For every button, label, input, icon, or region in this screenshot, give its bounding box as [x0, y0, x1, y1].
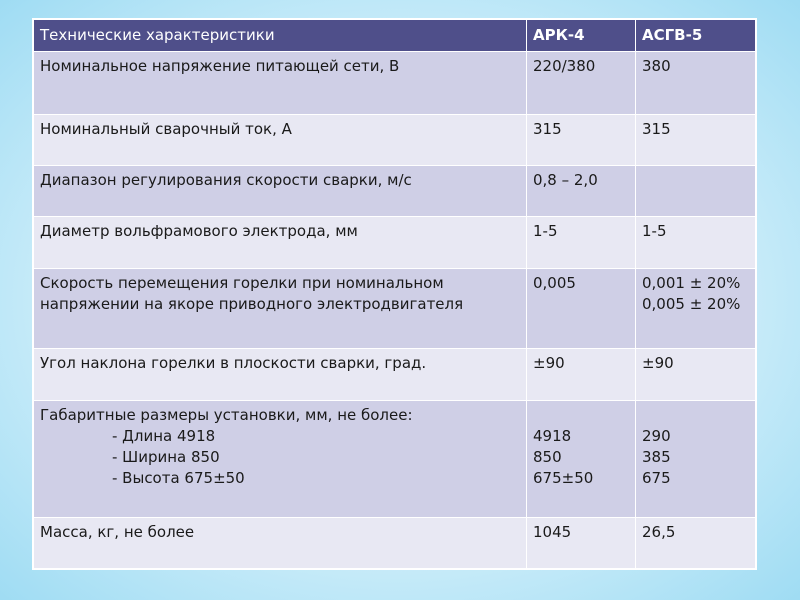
ark4-cell: 1045 — [527, 518, 636, 569]
dimensions-title: Габаритные размеры установки, мм, не более: — [40, 406, 413, 424]
table-row — [34, 401, 756, 518]
param-cell: Диаметр вольфрамового электрода, мм — [34, 217, 527, 269]
param-cell: Масса, кг, не более — [34, 518, 527, 569]
table-row — [34, 115, 756, 166]
param-cell: Угол наклона горелки в плоскости сварки, град. — [34, 349, 527, 401]
asgv5-line: 675 — [642, 469, 671, 487]
param-cell: Номинальный сварочный ток, А — [34, 115, 527, 166]
table-row — [34, 349, 756, 401]
sub-item-length: - Длина 4918 — [112, 427, 216, 445]
asgv5-line: 385 — [642, 448, 671, 466]
ark4-line: 675±50 — [533, 469, 594, 487]
header-asgv5: АСГВ-5 — [636, 20, 756, 52]
asgv5-line: 0,005 ± 20% — [642, 295, 741, 313]
asgv5-cell: 315 — [636, 115, 756, 166]
asgv5-cell: 380 — [636, 52, 756, 115]
ark4-line: 850 — [533, 448, 562, 466]
table-header-row — [34, 20, 756, 52]
ark4-line: 4918 — [533, 427, 572, 445]
asgv5-cell — [636, 269, 756, 349]
table-row — [34, 166, 756, 217]
asgv5-cell: 26,5 — [636, 518, 756, 569]
sub-item-height: - Высота 675±50 — [112, 469, 245, 487]
asgv5-line: 290 — [642, 427, 671, 445]
ark4-cell: 315 — [527, 115, 636, 166]
header-characteristics: Технические характеристики — [34, 20, 527, 52]
ark4-cell: 220/380 — [527, 52, 636, 115]
sub-item-width: - Ширина 850 — [112, 448, 220, 466]
header-ark4: АРК-4 — [527, 20, 636, 52]
param-cell: Диапазон регулирования скорости сварки, м/с — [34, 166, 527, 217]
table-row — [34, 518, 756, 569]
asgv5-cell — [636, 166, 756, 217]
param-cell: Скорость перемещения горелки при номинальном напряжении на якоре приводного электродвигателя — [34, 269, 527, 349]
table-row — [34, 217, 756, 269]
table-row — [34, 52, 756, 115]
ark4-cell — [527, 401, 636, 518]
ark4-cell: 1-5 — [527, 217, 636, 269]
param-cell — [34, 401, 527, 518]
asgv5-cell: 1-5 — [636, 217, 756, 269]
asgv5-cell: ±90 — [636, 349, 756, 401]
param-cell: Номинальное напряжение питающей сети, В — [34, 52, 527, 115]
ark4-cell: ±90 — [527, 349, 636, 401]
asgv5-cell — [636, 401, 756, 518]
table-row — [34, 269, 756, 349]
asgv5-line: 0,001 ± 20% — [642, 274, 741, 292]
ark4-cell: 0,8 – 2,0 — [527, 166, 636, 217]
specs-table — [33, 19, 756, 569]
ark4-cell: 0,005 — [527, 269, 636, 349]
